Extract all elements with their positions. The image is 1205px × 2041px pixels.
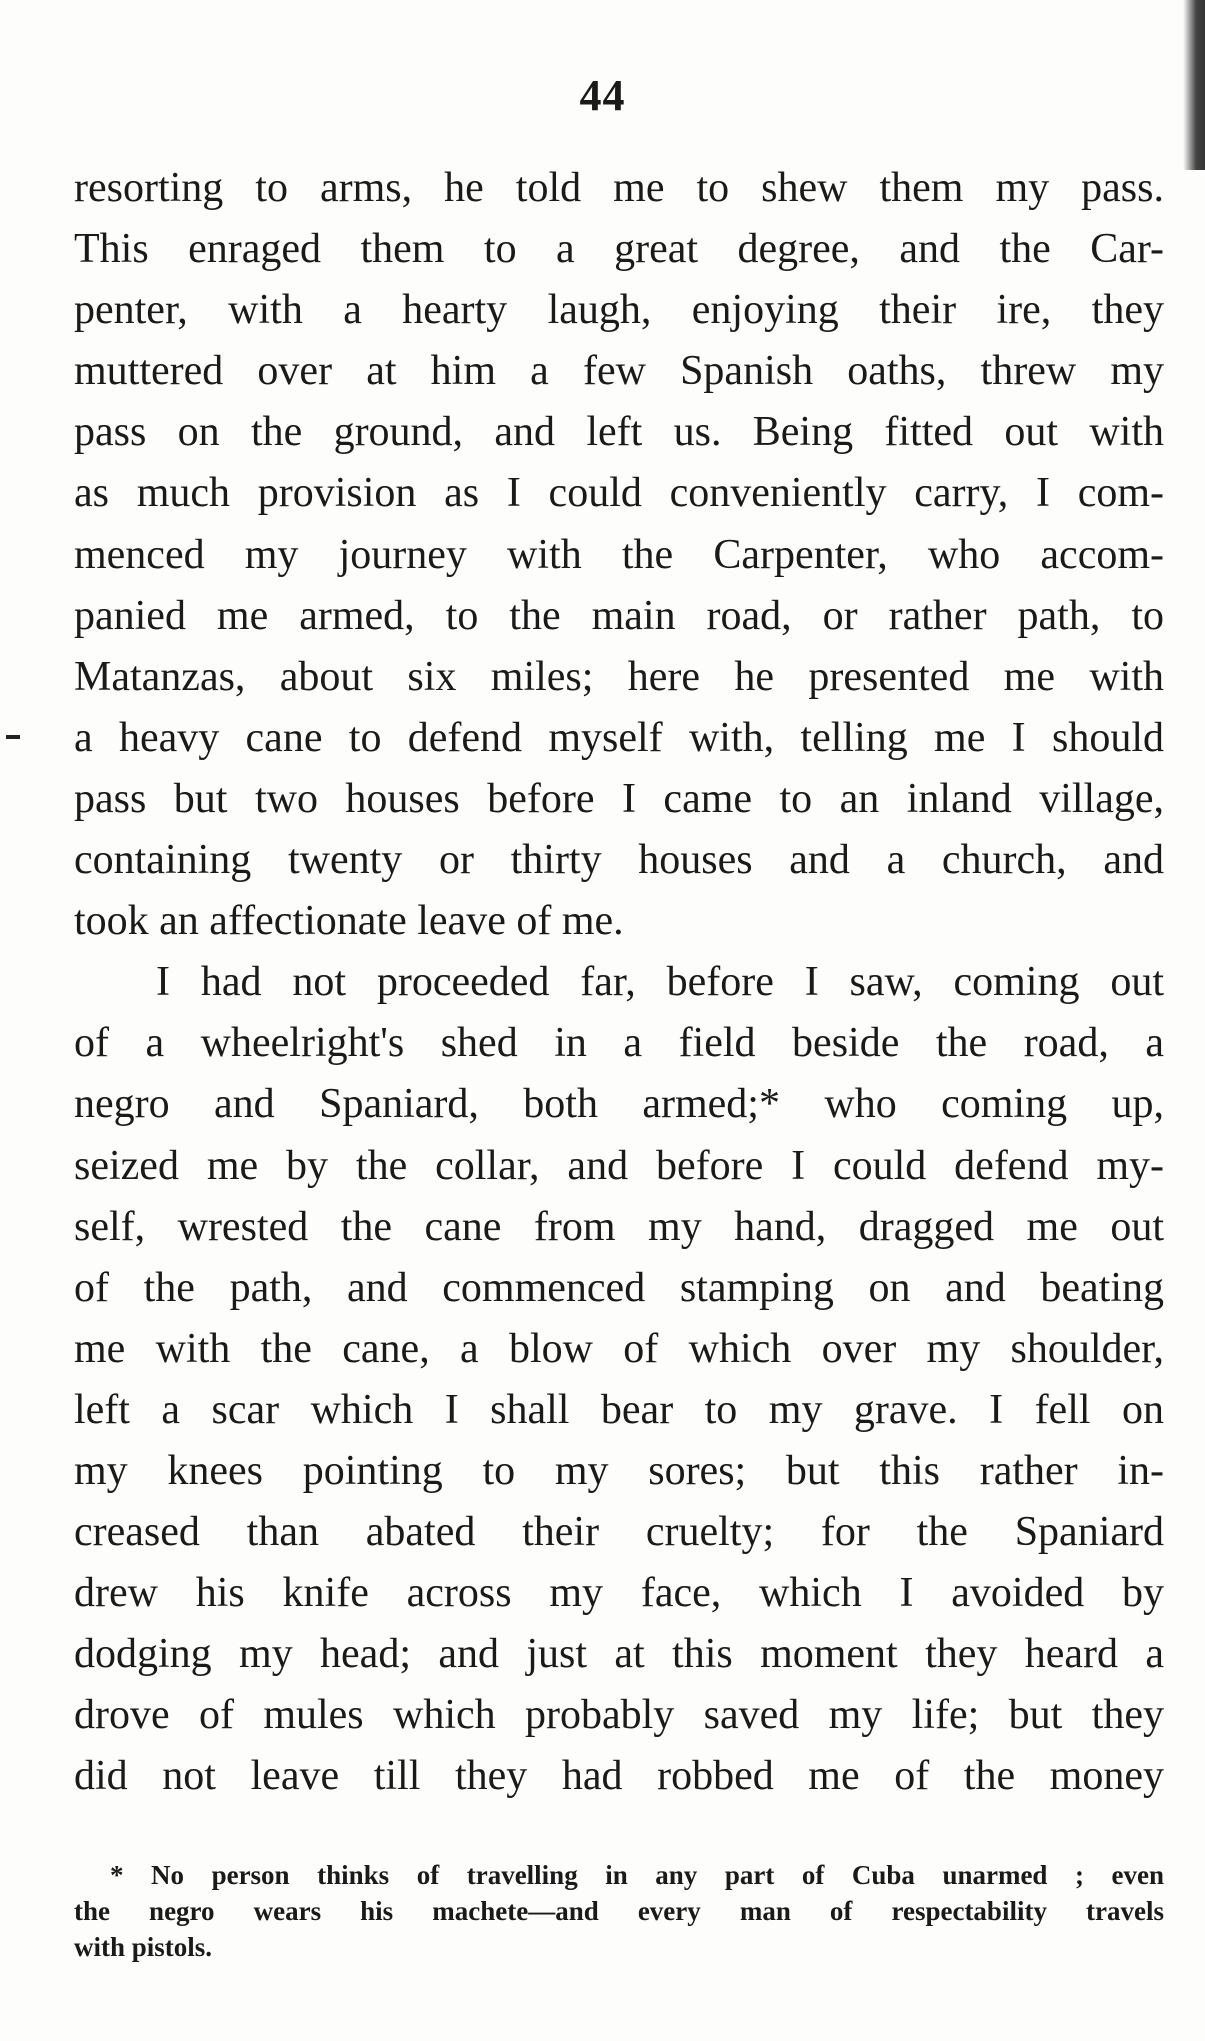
text-line: as much provision as I could conveniently carry, I com- bbox=[74, 470, 1164, 517]
text-line: a heavy cane to defend myself with, telling me I should bbox=[74, 714, 1164, 761]
text-line: took an affectionate leave of me. bbox=[74, 898, 624, 945]
text-line: muttered over at him a few Spanish oaths, threw my bbox=[74, 348, 1164, 395]
text-line: negro and Spaniard, both armed;* who coming up, bbox=[74, 1081, 1164, 1128]
footnote-line: the negro wears his machete—and every man of respectability travels bbox=[74, 1896, 1164, 1926]
text-line: creased than abated their cruelty; for the Spaniard bbox=[74, 1509, 1164, 1556]
text-line: my knees pointing to my sores; but this rather in- bbox=[74, 1447, 1164, 1494]
text-line: containing twenty or thirty houses and a church, and bbox=[74, 837, 1164, 884]
text-line: panied me armed, to the main road, or rather path, to bbox=[74, 592, 1164, 639]
text-line: penter, with a hearty laugh, enjoying their ire, they bbox=[74, 287, 1164, 334]
text-line: drove of mules which probably saved my life; but they bbox=[74, 1692, 1164, 1739]
text-line: Matanzas, about six miles; here he presented me with bbox=[74, 653, 1164, 700]
text-line: of the path, and commenced stamping on and beating bbox=[74, 1264, 1164, 1311]
text-line: resorting to arms, he told me to shew them my pass. bbox=[74, 165, 1164, 211]
footnote bbox=[74, 1857, 1164, 1965]
text-line: left a scar which I shall bear to my grave. I fell on bbox=[74, 1386, 1164, 1433]
body-text bbox=[74, 158, 1164, 1808]
footnote-line: * No person thinks of travelling in any part of Cuba unarmed ; even bbox=[110, 1860, 1164, 1890]
text-line: pass on the ground, and left us. Being fitted out with bbox=[74, 409, 1164, 456]
text-line: menced my journey with the Carpenter, who accom- bbox=[74, 531, 1164, 578]
margin-mark bbox=[6, 735, 20, 739]
text-line: seized me by the collar, and before I could defend my- bbox=[74, 1142, 1164, 1189]
text-line: me with the cane, a blow of which over my shoulder, bbox=[74, 1325, 1164, 1372]
text-line: This enraged them to a great degree, and the Car- bbox=[74, 226, 1164, 273]
text-line: I had not proceeded far, before I saw, coming out bbox=[156, 959, 1164, 1006]
text-line: of a wheelright's shed in a field beside the road, a bbox=[74, 1020, 1164, 1067]
footnote-line: with pistols. bbox=[74, 1932, 213, 1962]
text-line: dodging my head; and just at this moment they heard a bbox=[74, 1631, 1164, 1678]
text-line: did not leave till they had robbed me of the money bbox=[74, 1753, 1164, 1800]
text-line: pass but two houses before I came to an inland village, bbox=[74, 775, 1164, 822]
text-line: self, wrested the cane from my hand, dragged me out bbox=[74, 1203, 1164, 1250]
text-line: drew his knife across my face, which I avoided by bbox=[74, 1570, 1164, 1617]
page-number: 44 bbox=[579, 71, 626, 120]
